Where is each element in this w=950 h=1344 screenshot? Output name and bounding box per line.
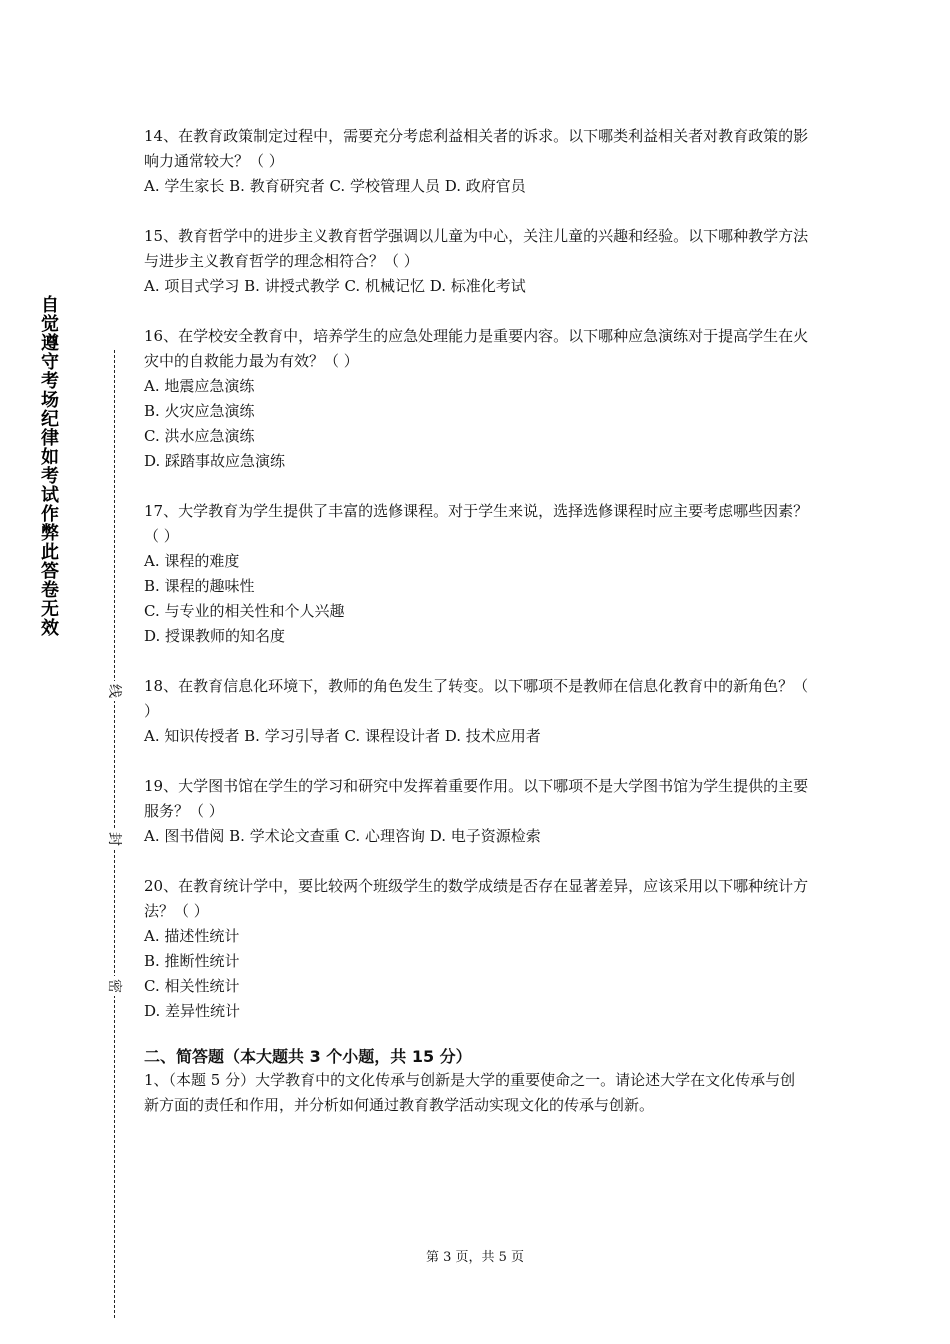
binding-label-xian: 线 — [103, 681, 125, 701]
question-text: 20、在教育统计学中，要比较两个班级学生的数学成绩是否存在显著差异，应该采用以下哪种统计方法？（ ） — [144, 877, 809, 920]
option-a: A. 地震应急演练 — [144, 377, 255, 395]
question-options: A. 图书借阅 B. 学术论文查重 C. 心理咨询 D. 电子资源检索 — [144, 827, 541, 845]
question-content — [144, 124, 810, 1118]
page-number-footer: 第 3 页，共 5 页 — [425, 1250, 525, 1265]
option-a: A. 课程的难度 — [144, 552, 240, 570]
option-d: D. 踩踏事故应急演练 — [144, 452, 286, 470]
question-19 — [144, 774, 810, 849]
question-16 — [144, 324, 810, 474]
question-text: 19、大学图书馆在学生的学习和研究中发挥着重要作用。以下哪项不是大学图书馆为学生提供的主要服务？（ ） — [144, 777, 809, 820]
section-2-title: 二、简答题（本大题共 3 个小题，共 15 分） — [144, 1047, 472, 1066]
question-15 — [144, 224, 810, 299]
option-b: B. 火灾应急演练 — [144, 402, 255, 420]
option-a: A. 描述性统计 — [144, 927, 240, 945]
question-text: 14、在教育政策制定过程中，需要充分考虑利益相关者的诉求。以下哪类利益相关者对教育政策的影响力通常较大？（ ） — [144, 127, 809, 170]
binding-label-feng: 封 — [103, 829, 125, 849]
exam-discipline-notice: 自觉遵守考场纪律如考试作弊此答卷无效 — [38, 295, 59, 637]
option-b: B. 课程的趣味性 — [144, 577, 255, 595]
question-17 — [144, 499, 810, 649]
option-c: C. 相关性统计 — [144, 977, 240, 995]
question-14 — [144, 124, 810, 199]
question-text: 15、教育哲学中的进步主义教育哲学强调以儿童为中心，关注儿童的兴趣和经验。以下哪种教学方法与进步主义教育哲学的理念相符合？（ ） — [144, 227, 809, 270]
question-18 — [144, 674, 810, 749]
option-b: B. 推断性统计 — [144, 952, 240, 970]
option-d: D. 授课教师的知名度 — [144, 627, 286, 645]
option-c: C. 洪水应急演练 — [144, 427, 255, 445]
question-text: 17、大学教育为学生提供了丰富的选修课程。对于学生来说，选择选修课程时应主要考虑哪些因素？（ ） — [144, 502, 809, 545]
question-text: 16、在学校安全教育中，培养学生的应急处理能力是重要内容。以下哪种应急演练对于提高学生在火灾中的自救能力最为有效？（ ） — [144, 327, 809, 370]
short-answer-question-1: 1、（本题 5 分）大学教育中的文化传承与创新是大学的重要使命之一。请论述大学在文化传承与创新方面的责任和作用，并分析如何通过教育教学活动实现文化的传承与创新。 — [144, 1071, 796, 1114]
binding-label-mi: 密 — [103, 976, 125, 996]
question-options: A. 知识传授者 B. 学习引导者 C. 课程设计者 D. 技术应用者 — [144, 727, 541, 745]
question-text: 18、在教育信息化环境下，教师的角色发生了转变。以下哪项不是教师在信息化教育中的新角色？（ ） — [144, 677, 809, 720]
question-20 — [144, 874, 810, 1024]
option-c: C. 与专业的相关性和个人兴趣 — [144, 602, 345, 620]
question-options: A. 学生家长 B. 教育研究者 C. 学校管理人员 D. 政府官员 — [144, 177, 526, 195]
option-d: D. 差异性统计 — [144, 1002, 241, 1020]
question-options: A. 项目式学习 B. 讲授式教学 C. 机械记忆 D. 标准化考试 — [144, 277, 526, 295]
